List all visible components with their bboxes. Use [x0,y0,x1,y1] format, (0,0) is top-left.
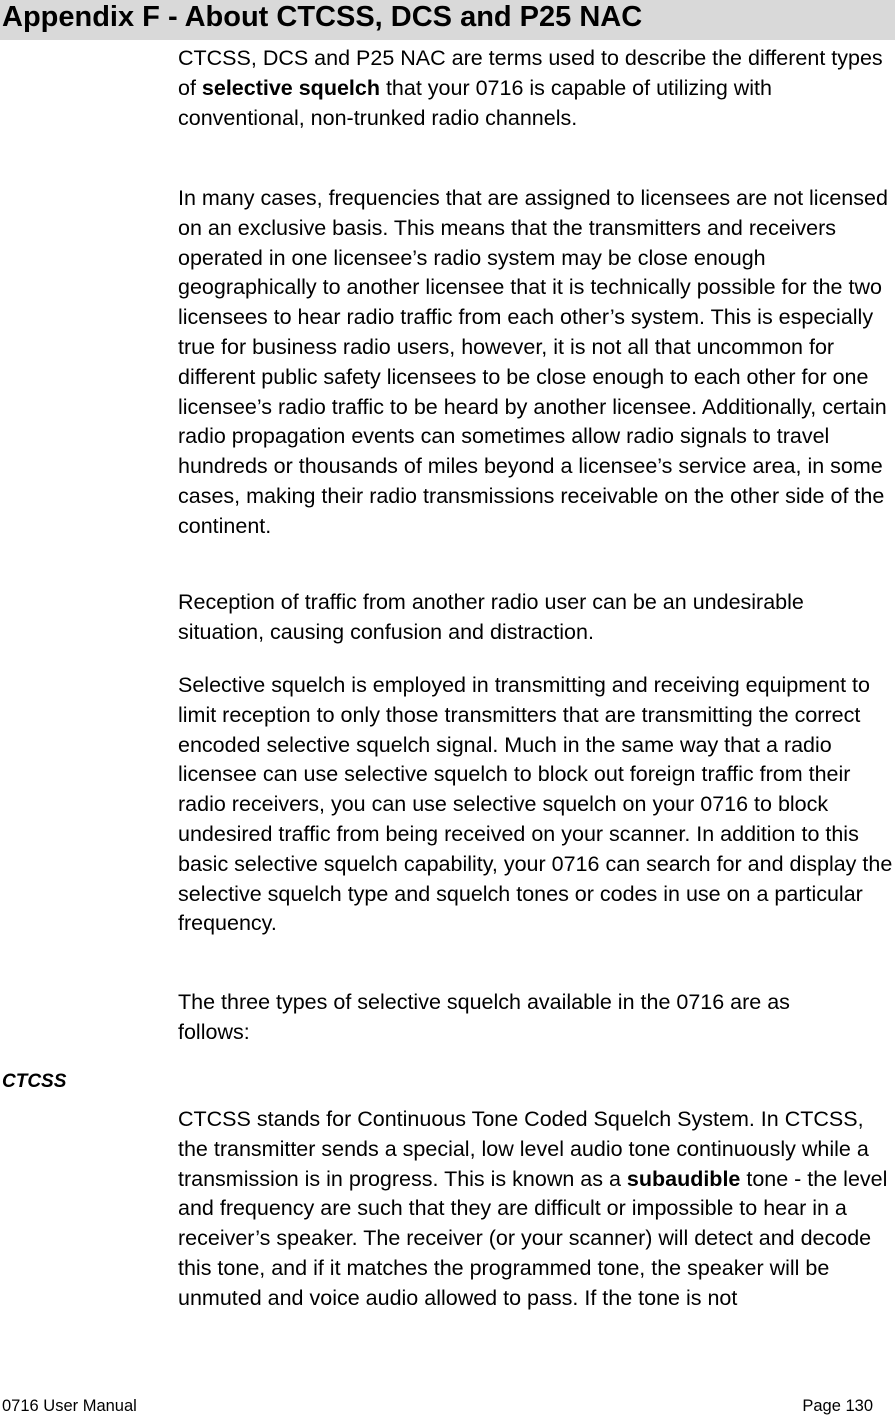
title-bar [0,0,895,40]
reception-paragraph: Reception of traffic from another radio user can be an undesirable situation, causing confusion and distraction. [178,590,804,644]
licensing-paragraph: In many cases, frequencies that are assigned to licensees are not licensed on an exclusive basis. This means that the transmitters and receivers operated in one licensee’s radio system may be close enough geographically to another licensee that it is technically possible for the two licensees to hear radio traffic from each other’s system. This is especially true for business radio users, however, it is not all that uncommon for different public safety licensees to be close enough to each other for one licensee’s radio traffic to be heard by another licensee. Additionally, certain radio propagation events can sometimes allow radio signals to travel hundreds or thousands of miles beyond a licensee’s service area, in some cases, making their radio transmissions receivable on the other side of the continent. [178,186,888,538]
page-title: Appendix F - About CTCSS, DCS and P25 NAC [2,1,643,33]
ctcss-text-end: tone - the level and frequency are such that they are difficult or impossible to hear in a receiver’s speaker. The receiver (or your scanner) will detect and decode this tone, and if it matches the programmed tone, the speaker will be unmuted and voice audio allowed to pass. If the tone is not [178,1166,888,1310]
footer-page-number: Page 130 [802,1397,873,1415]
selective-squelch-paragraph: Selective squelch is employed in transmitting and receiving equipment to limit reception to only those transmitters that are transmitting the correct encoded selective squelch signal. Much in the same way that a radio licensee can use selective squelch to block out foreign traffic from their radio receivers, you can use selective squelch on your 0716 to block undesired traffic from being received on your scanner. In addition to this basic selective squelch capability, your 0716 can search for and display the selective squelch type and squelch tones or codes in use on a particular frequency. [178,673,893,936]
ctcss-heading: CTCSS [2,1071,67,1092]
selective-squelch-term: selective squelch [201,75,380,100]
types-intro-paragraph: The three types of selective squelch available in the 0716 are as follows: [178,990,790,1044]
ctcss-text-start: CTCSS stands for Continuous Tone Coded Squelch System. In CTCSS, the transmitter sends a special, low level audio tone continuously while a transmission is in progress. This is known as a [178,1107,869,1191]
intro-text-start: CTCSS, DCS and P25 NAC are terms used to describe the different types of [178,46,883,100]
subaudible-term: subaudible [626,1166,741,1191]
intro-paragraph [178,44,895,133]
ctcss-paragraph [178,1105,895,1314]
intro-text-end: that your 0716 is capable of utilizing with conventional, non-trunked radio channels. [178,75,772,130]
footer-manual-name: 0716 User Manual [2,1397,137,1415]
